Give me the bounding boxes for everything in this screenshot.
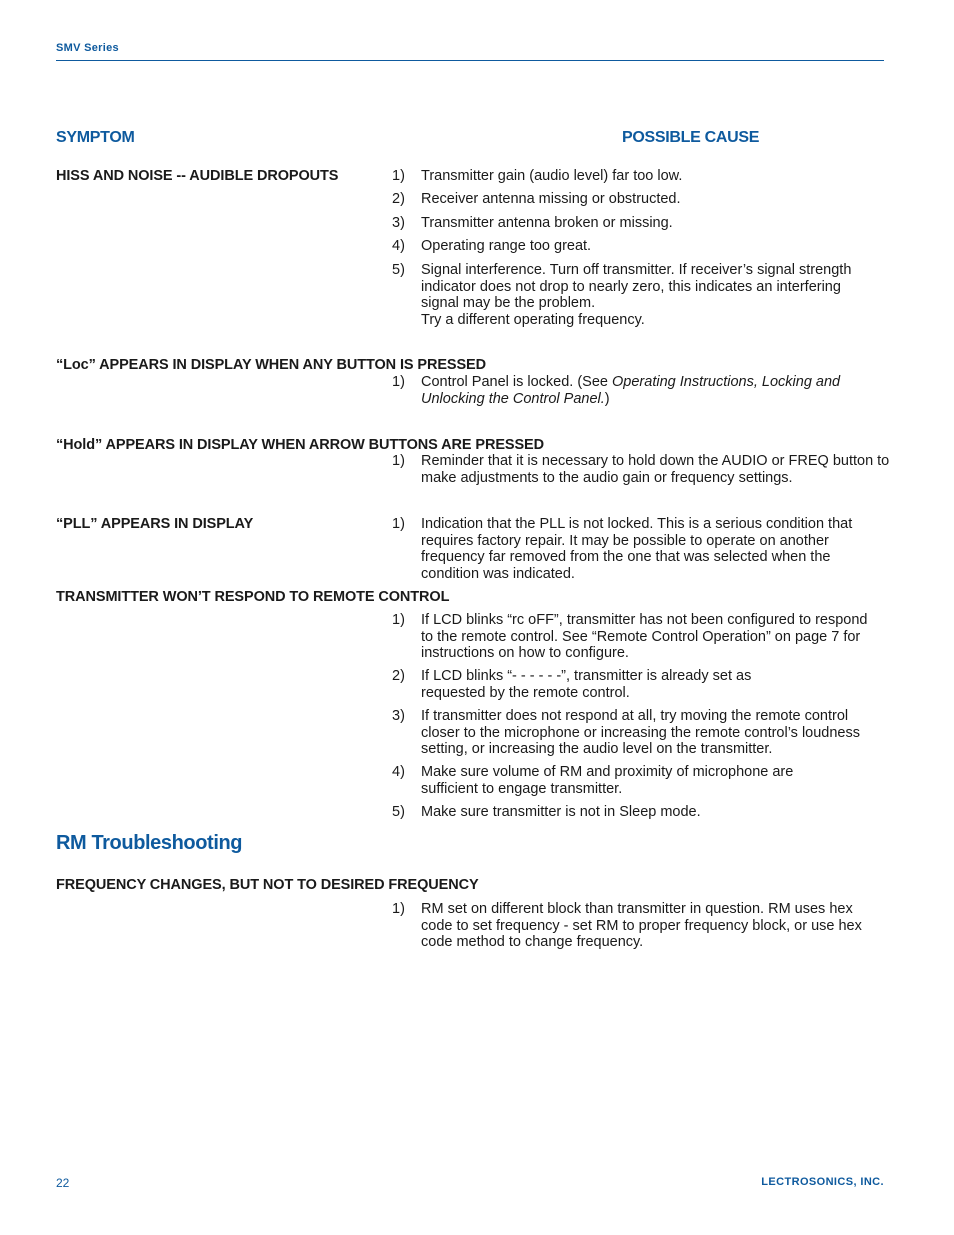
cause-text: Transmitter antenna broken or missing. xyxy=(421,215,673,231)
cause-number: 5) xyxy=(392,262,405,278)
cause-item xyxy=(392,238,892,255)
cause-item xyxy=(392,901,872,951)
page-number: 22 xyxy=(56,1176,70,1190)
symptom-hold-display: “Hold” APPEARS IN DISPLAY WHEN ARROW BUTTONS ARE PRESSED xyxy=(56,437,544,453)
cause-text: Reminder that it is necessary to hold down the AUDIO or FREQ button to make adjustments to the audio gain or frequency settings. xyxy=(421,453,890,486)
header-rule xyxy=(56,60,884,61)
cause-text: Transmitter gain (audio level) far too low. xyxy=(421,168,683,184)
cause-item xyxy=(392,804,892,821)
symptom-loc-display: “Loc” APPEARS IN DISPLAY WHEN ANY BUTTON IS PRESSED xyxy=(56,357,486,373)
symptom-pll-display: “PLL” APPEARS IN DISPLAY xyxy=(56,516,254,532)
cause-text-plain: Control Panel is locked. (See xyxy=(421,374,613,390)
cause-text: Signal interference. Turn off transmitter. If receiver’s signal strength indicator does not drop to nearly zero, this indicates an interfering signal may be the problem. xyxy=(421,262,852,312)
cause-number: 1) xyxy=(392,453,405,469)
cause-text: Make sure transmitter is not in Sleep mode. xyxy=(421,804,701,820)
cause-number: 5) xyxy=(392,804,405,820)
symptom-frequency-changes: FREQUENCY CHANGES, BUT NOT TO DESIRED FREQUENCY xyxy=(56,877,479,893)
cause-item xyxy=(392,516,862,582)
header-title: SMV Series xyxy=(56,42,119,54)
section-title: RM Troubleshooting xyxy=(56,832,243,854)
cause-text-continued: Try a different operating frequency. xyxy=(421,311,645,328)
cause-number: 4) xyxy=(392,764,405,780)
cause-text: Operating range too great. xyxy=(421,238,592,254)
cause-item xyxy=(392,612,882,662)
cause-number: 2) xyxy=(392,191,405,207)
cause-text: RM set on different block than transmitter in question. RM uses hex code to set frequency - set RM to proper frequency block, or use hex code method to change frequency. xyxy=(421,901,862,951)
company-name: LECTROSONICS, INC. xyxy=(761,1176,884,1188)
cause-text: Indication that the PLL is not locked. This is a serious condition that requires factory repair. It may be possible to operate on another frequency far removed from the one that was selected when the condition was indicated. xyxy=(421,516,853,582)
symptom-hiss-noise: HISS AND NOISE -- AUDIBLE DROPOUTS xyxy=(56,168,339,184)
cause-item xyxy=(392,168,892,185)
cause-text: Make sure volume of RM and proximity of microphone are sufficient to engage transmitter. xyxy=(421,764,794,797)
cause-text-reference: Operating Instructions, Locking and Unlocking the Control Panel. xyxy=(421,374,841,407)
cause-number: 1) xyxy=(392,516,405,532)
cause-number: 3) xyxy=(392,215,405,231)
cause-item xyxy=(392,668,792,701)
cause-text: Receiver antenna missing or obstructed. xyxy=(421,191,681,207)
symptom-remote-control: TRANSMITTER WON’T RESPOND TO REMOTE CONTROL xyxy=(56,589,450,605)
cause-number: 1) xyxy=(392,374,405,390)
cause-column-heading: POSSIBLE CAUSE xyxy=(622,129,760,146)
cause-item xyxy=(392,215,892,232)
cause-item xyxy=(392,374,847,407)
cause-item xyxy=(392,453,892,486)
cause-number: 1) xyxy=(392,612,405,628)
cause-item xyxy=(392,191,892,208)
cause-number: 3) xyxy=(392,708,405,724)
cause-number: 4) xyxy=(392,238,405,254)
cause-text xyxy=(421,374,847,407)
cause-text: If LCD blinks “- - - - - -”, transmitter is already set as requested by the remote control. xyxy=(421,668,752,701)
cause-text-close: ) xyxy=(604,390,610,407)
cause-number: 1) xyxy=(392,901,405,917)
cause-item xyxy=(392,764,832,797)
cause-item xyxy=(392,262,862,328)
cause-number: 2) xyxy=(392,668,405,684)
cause-text: If transmitter does not respond at all, try moving the remote control closer to the microphone or increasing the remote control’s loudness setting, or increasing the audio level on the transmitter. xyxy=(421,708,860,758)
cause-item xyxy=(392,708,882,758)
cause-text: If LCD blinks “rc oFF”, transmitter has not been configured to respond to the remote control. See “Remote Control Operation” on page 7 for instructions on how to configure. xyxy=(421,612,868,662)
cause-number: 1) xyxy=(392,168,405,184)
symptom-column-heading: SYMPTOM xyxy=(56,129,135,146)
